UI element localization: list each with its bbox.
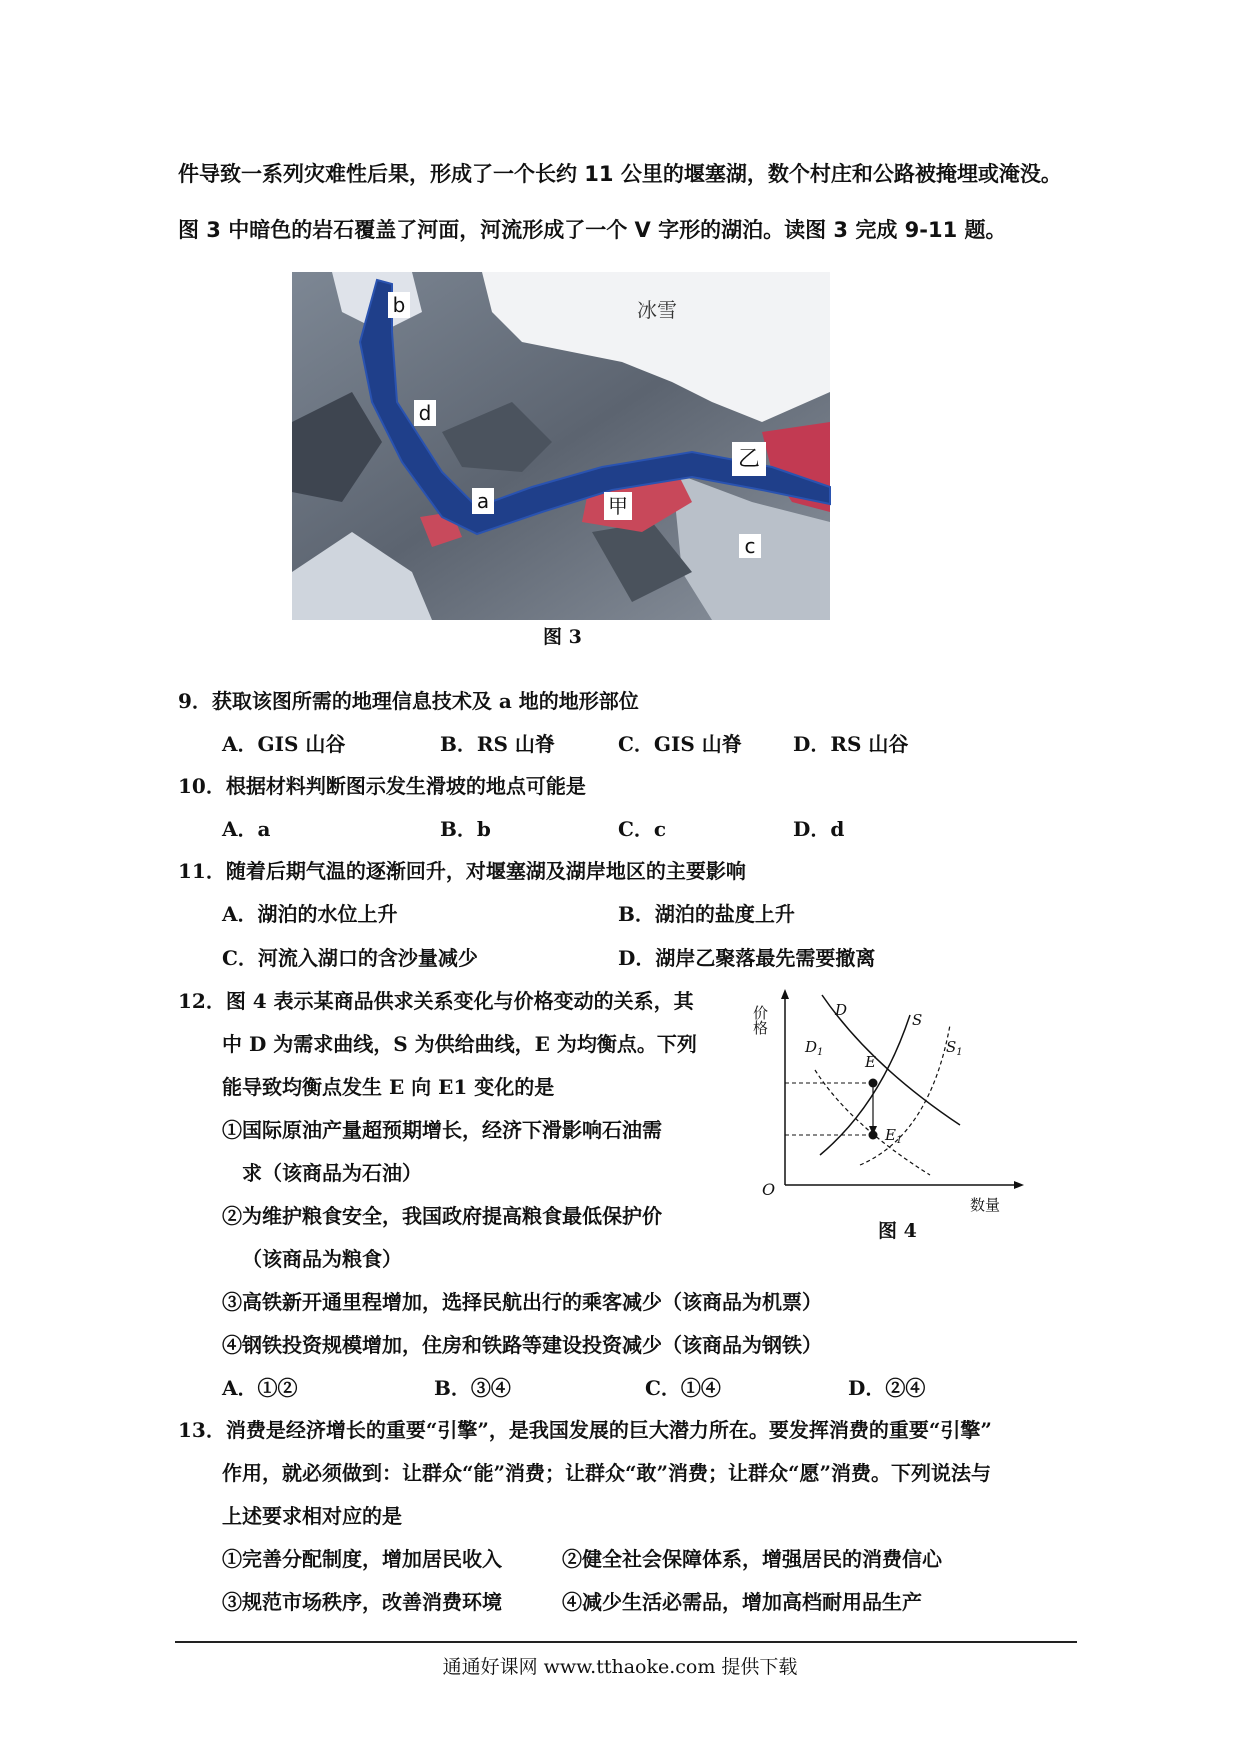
origin-label: O	[762, 1180, 776, 1199]
y-axis-label: 价格	[751, 1005, 769, 1035]
figure-3-satellite-image	[292, 272, 830, 620]
q12-item-3: ③高铁新开通里程增加，选择民航出行的乘客减少（该商品为机票）	[222, 1290, 822, 1314]
q10-option-b: B．b	[440, 817, 491, 841]
figure-4-supply-demand-graph	[751, 985, 1030, 1215]
intro-line-1: 件导致一系列灾难性后果，形成了一个长约 11 公里的堰塞湖，数个村庄和公路被掩埋或淹没。	[178, 162, 1062, 186]
q12-stem-line-3: 能导致均衡点发生 E 向 E1 变化的是	[222, 1075, 555, 1099]
q13-stem-line-2: 作用，就必须做到：让群众“能”消费；让群众“敢”消费；让群众“愿”消费。下列说法与	[222, 1461, 992, 1485]
label-c: c	[744, 534, 756, 558]
q13-item-3: ③规范市场秩序，改善消费环境	[222, 1590, 502, 1614]
label-e1: $E_1$	[885, 1126, 903, 1146]
q9-stem: 9．获取该图所需的地理信息技术及 a 地的地形部位	[178, 689, 639, 713]
q12-option-c: C．①④	[645, 1376, 721, 1400]
q12-option-d: D．②④	[848, 1376, 926, 1400]
q10-option-d: D．d	[793, 817, 845, 841]
label-d: d	[418, 401, 432, 425]
q13-stem-line-3: 上述要求相对应的是	[222, 1504, 402, 1528]
q11-option-a: A．湖泊的水位上升	[222, 902, 398, 926]
point-e1	[869, 1131, 878, 1140]
q11-option-c: C．河流入湖口的含沙量减少	[222, 946, 478, 970]
label-b: b	[392, 293, 406, 317]
q13-stem-line-1: 13．消费是经济增长的重要“引擎”，是我国发展的巨大潜力所在。要发挥消费的重要“引擎”	[178, 1418, 992, 1442]
q9-option-d: D．RS 山谷	[793, 732, 909, 756]
q9-option-a: A．GIS 山谷	[222, 732, 346, 756]
q12-item-2-line-1: ②为维护粮食安全，我国政府提高粮食最低保护价	[222, 1204, 662, 1228]
footer-text: 通通好课网 www.tthaoke.com 提供下载	[442, 1656, 798, 1678]
q12-item-1-line-1: ①国际原油产量超预期增长，经济下滑影响石油需	[222, 1118, 662, 1142]
q12-item-2-line-2: （该商品为粮食）	[242, 1247, 402, 1271]
intro-line-2: 图 3 中暗色的岩石覆盖了河面，河流形成了一个 V 字形的湖泊。读图 3 完成 9-11 题。	[178, 218, 1007, 242]
q11-option-b: B．湖泊的盐度上升	[618, 902, 795, 926]
label-s1: $S_1$	[946, 1038, 963, 1058]
q10-option-c: C．c	[618, 817, 667, 841]
q12-stem-line-2: 中 D 为需求曲线，S 为供给曲线，E 为均衡点。下列	[222, 1032, 697, 1056]
label-a: a	[476, 489, 490, 513]
figure-4-caption: 图 4	[878, 1220, 917, 1242]
q10-option-a: A．a	[222, 817, 271, 841]
q13-item-1: ①完善分配制度，增加居民收入	[222, 1547, 502, 1571]
q12-item-4: ④钢铁投资规模增加，住房和铁路等建设投资减少（该商品为钢铁）	[222, 1333, 822, 1357]
q12-stem-line-1: 12．图 4 表示某商品供求关系变化与价格变动的关系，其	[178, 989, 694, 1013]
q13-item-2: ②健全社会保障体系，增强居民的消费信心	[562, 1547, 942, 1571]
label-d1: $D_1$	[805, 1038, 824, 1058]
q11-stem: 11．随着后期气温的逐渐回升，对堰塞湖及湖岸地区的主要影响	[178, 859, 746, 883]
label-e: E	[865, 1053, 876, 1071]
footer-divider	[175, 1641, 1077, 1643]
figure-3-caption: 图 3	[543, 626, 582, 648]
point-e	[869, 1079, 878, 1088]
q12-item-1-line-2: 求（该商品为石油）	[242, 1161, 422, 1185]
q12-option-a: A．①②	[222, 1376, 298, 1400]
supply-curve-s	[820, 1015, 910, 1155]
label-yi: 乙	[737, 447, 761, 472]
q11-option-d: D．湖岸乙聚落最先需要撤离	[618, 946, 876, 970]
q13-item-4: ④减少生活必需品，增加高档耐用品生产	[562, 1590, 922, 1614]
q9-option-c: C．GIS 山脊	[618, 732, 742, 756]
q9-option-b: B．RS 山脊	[440, 732, 555, 756]
label-jia: 甲	[608, 494, 628, 518]
q10-stem: 10．根据材料判断图示发生滑坡的地点可能是	[178, 774, 586, 798]
label-s: S	[912, 1011, 923, 1029]
label-d: D	[835, 1001, 848, 1019]
label-snow: 冰雪	[637, 298, 677, 322]
q12-option-b: B．③④	[434, 1376, 511, 1400]
x-axis-label: 数量	[970, 1196, 1001, 1214]
